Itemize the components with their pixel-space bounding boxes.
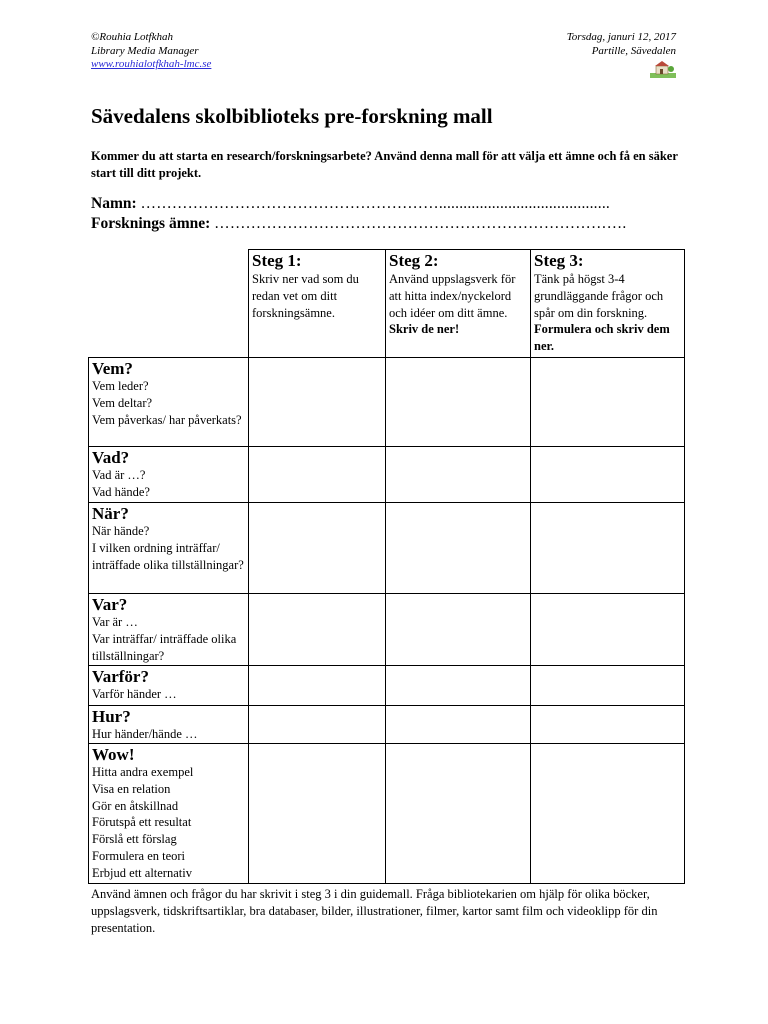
topic-dotted-line: ……………………………………………………………………. — [214, 215, 627, 232]
answer-cell-step-3[interactable] — [531, 358, 685, 447]
answer-cell-step-2[interactable] — [386, 503, 531, 594]
answer-cell-step-1[interactable] — [249, 503, 386, 594]
sub-question: Vad hände? — [92, 484, 150, 499]
research-template-table — [88, 249, 685, 884]
header-left — [91, 31, 211, 72]
step-2-cell — [386, 250, 531, 358]
answer-cell-step-3[interactable] — [531, 706, 685, 744]
answer-cell-step-1[interactable] — [249, 706, 386, 744]
answer-cell-step-2[interactable] — [386, 706, 531, 744]
row-heading-wow — [89, 744, 249, 884]
sub-question: Visa en relation — [92, 781, 171, 796]
row-heading-varfor — [89, 666, 249, 706]
answer-cell-step-1[interactable] — [249, 358, 386, 447]
answer-cell-step-2[interactable] — [386, 666, 531, 706]
author-role: Library Media Manager — [91, 44, 199, 57]
question-heading: Hur? — [92, 707, 131, 726]
step-1-title: Steg 1: — [252, 251, 302, 270]
sub-question: Erbjud ett alternativ — [92, 865, 192, 880]
location-text: Partille, Sävedalen — [591, 44, 676, 57]
footer-instructions: Använd ämnen och frågor du har skrivit i steg 3 i din guidemall. Fråga bibliotekarien om hjälp för olika böcker, uppslagsverk, tidskriftsartiklar, bra databaser, bilder, illustrationer, filmer, kartor samt film och videoklipp för din presentation. — [91, 887, 658, 935]
topic-label: Forsknings ämne: — [91, 215, 211, 232]
sub-question: Vem påverkas/ har påverkats? — [92, 412, 242, 427]
row-heading-var — [89, 594, 249, 666]
question-heading: Vad? — [92, 448, 130, 467]
page-title: Sävedalens skolbiblioteks pre-forskning mall — [91, 104, 493, 128]
table-row — [89, 358, 685, 447]
answer-cell-step-3[interactable] — [531, 744, 685, 884]
answer-cell-step-2[interactable] — [386, 744, 531, 884]
answer-cell-step-1[interactable] — [249, 744, 386, 884]
sub-question: Var inträffar/ inträffade olika tillställningar? — [92, 631, 237, 663]
sub-question: Varför händer … — [92, 687, 177, 701]
answer-cell-step-1[interactable] — [249, 666, 386, 706]
table-row — [89, 744, 685, 884]
question-heading: Varför? — [92, 667, 149, 686]
row-heading-hur — [89, 706, 249, 744]
step-1-text: Skriv ner vad som du redan vet om ditt forskningsämne. — [252, 272, 359, 320]
table-row — [89, 594, 685, 666]
sub-question: Hitta andra exempel — [92, 765, 194, 779]
row-heading-vad — [89, 447, 249, 503]
step-2-text: Använd uppslagsverk för att hitta index/nyckelord och idéer om ditt ämne. — [389, 272, 516, 320]
sub-question: Förslå ett förslag — [92, 832, 177, 847]
name-label: Namn: — [91, 195, 137, 212]
blank-corner-cell — [89, 250, 249, 358]
sub-question: Formulera en teori — [92, 848, 186, 863]
steps-header-row — [89, 250, 685, 358]
question-heading: Vem? — [92, 359, 133, 378]
date-text: Torsdag, januri 12, 2017 — [566, 31, 676, 43]
sub-question: Var är … — [92, 615, 138, 629]
answer-cell-step-1[interactable] — [249, 447, 386, 503]
name-field — [91, 195, 610, 213]
step-3-title: Steg 3: — [534, 251, 584, 270]
topic-field — [91, 215, 626, 233]
step-1-cell — [249, 250, 386, 358]
name-dotted-line: ………………………………………………….......................................... — [140, 195, 610, 212]
sub-question: Hur händer/hände … — [92, 727, 198, 741]
step-3-text: Tänk på högst 3-4 grundläggande frågor och spår om din forskning. — [534, 272, 664, 320]
answer-cell-step-3[interactable] — [531, 447, 685, 503]
answer-cell-step-2[interactable] — [386, 358, 531, 447]
step-3-bold-text: Formulera och skriv dem ner. — [534, 322, 670, 354]
sub-question: Vem leder? — [92, 379, 149, 393]
table-row — [89, 666, 685, 706]
question-heading: Wow! — [92, 745, 135, 764]
table-row — [89, 706, 685, 744]
answer-cell-step-3[interactable] — [531, 594, 685, 666]
sub-question: Vad är …? — [92, 468, 146, 482]
sub-question: När hände? — [92, 524, 150, 538]
school-logo-icon — [650, 60, 676, 78]
answer-cell-step-2[interactable] — [386, 447, 531, 503]
step-3-cell — [531, 250, 685, 358]
step-2-bold-text: Skriv de ner! — [389, 322, 460, 337]
sub-question: Förutspå ett resultat — [92, 815, 192, 830]
copyright-text: ©Rouhia Lotfkhah — [91, 31, 173, 43]
answer-cell-step-2[interactable] — [386, 594, 531, 666]
header-right — [567, 31, 676, 58]
answer-cell-step-3[interactable] — [531, 666, 685, 706]
row-heading-vem — [89, 358, 249, 447]
table-row — [89, 503, 685, 594]
sub-question: Gör en åtskillnad — [92, 798, 179, 813]
sub-question: I vilken ordning inträffar/ inträffade olika tillställningar? — [92, 540, 244, 572]
sub-question: Vem deltar? — [92, 395, 153, 410]
row-heading-nar — [89, 503, 249, 594]
step-2-title: Steg 2: — [389, 251, 439, 270]
question-heading: Var? — [92, 595, 128, 614]
question-heading: När? — [92, 504, 129, 523]
table-row — [89, 447, 685, 503]
answer-cell-step-1[interactable] — [249, 594, 386, 666]
website-link[interactable]: www.rouhialotfkhah-lmc.se — [91, 58, 212, 70]
answer-cell-step-3[interactable] — [531, 503, 685, 594]
intro-text: Kommer du att starta en research/forskningsarbete? Använd denna mall för att välja ett ämne och få en säker start till ditt projekt. — [91, 149, 678, 180]
